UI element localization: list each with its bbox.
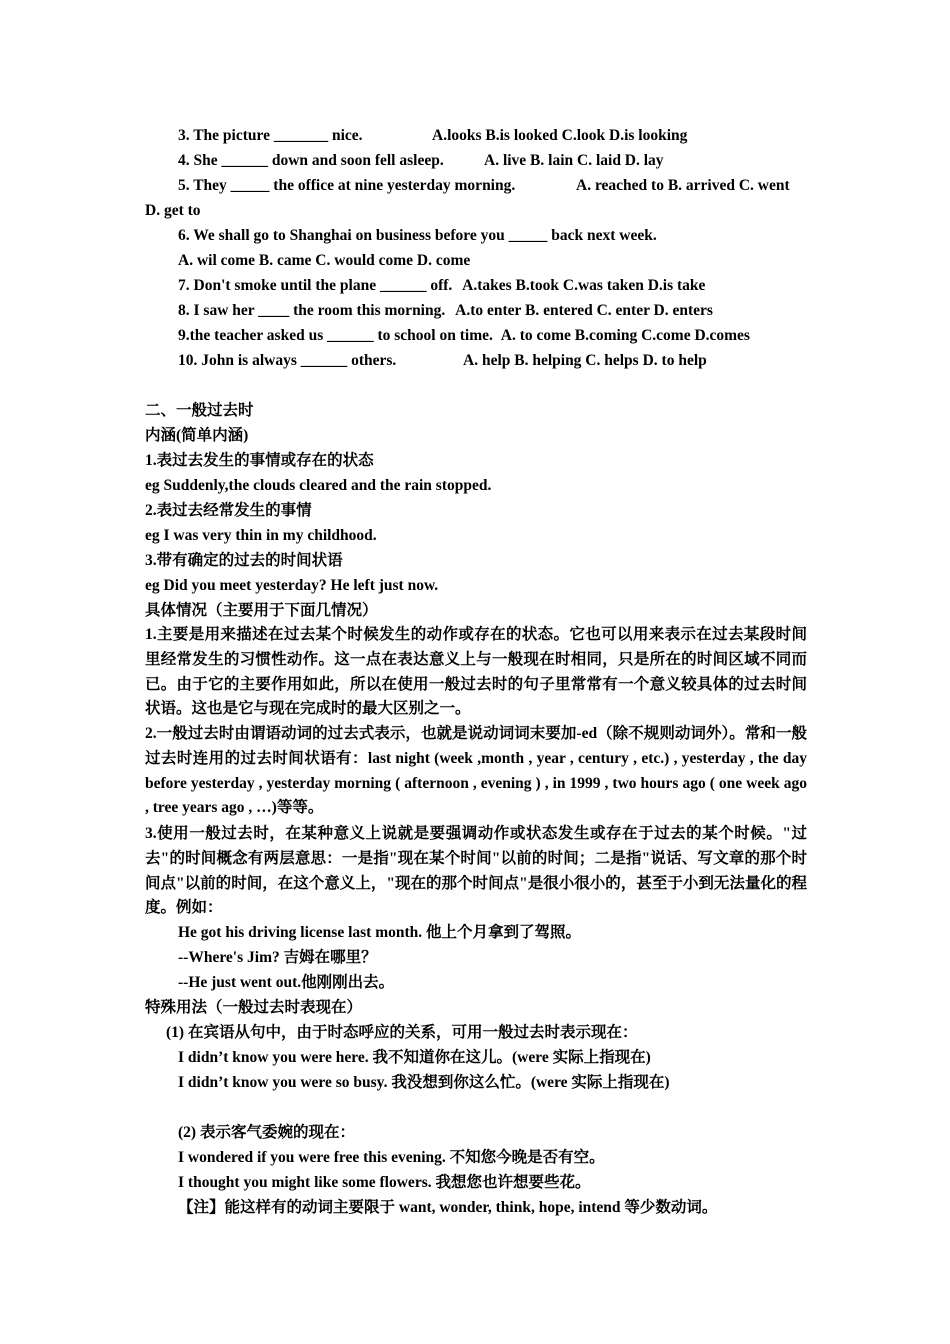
paragraph-3: 3.使用一般过去时，在某种意义上说就是要强调动作或状态发生或存在于过去的某个时候。"过去"的时间概念有两层意思：一是指"现在某个时间"以前的时间；二是指"说话、写文章的那个时间点"以前的时间，在这个意义上，"现在的那个时间点"是很小很小的，甚至于小到无法量化的程度。例如： [145,825,807,917]
exercise-5-continued: D. get to [145,202,201,219]
exercise-8 [178,301,713,321]
special-example-2a: I wondered if you were free this evening. 不知您今晚是否有空。 [178,1149,605,1166]
answer-options: A. to come B.coming C.come D.comes [500,327,750,344]
exercise-7 [178,276,705,296]
example-2: eg I was very thin in my childhood. [145,527,377,544]
exercise-4 [178,151,664,171]
answer-options: A.takes B.took C.was taken D.is take [462,277,706,294]
exercise-9 [178,326,750,346]
exercise-3 [178,126,688,146]
example-went-out: --He just went out.他刚刚出去。 [178,974,395,991]
paragraph-2: 2.一般过去时由谓语动词的过去式表示，也就是说动词词末要加-ed（除不规则动词外）。常和一般过去时连用的过去时间状语有：last night (week ,month , year , century , etc.) , yesterday , the day before yesterday , yesterday morning ( afternoon , evening ) , in 1999 , two hours ago ( one week ago , tree years ago , …)等等。 [145,725,807,817]
example-3: eg Did you meet yesterday? He left just now. [145,577,439,594]
meaning-2: 2.表过去经常发生的事情 [145,502,312,519]
example-where-jim: --Where's Jim? 吉姆在哪里？ [178,949,377,966]
question-text: 4. She ______ down and soon fell asleep. [178,152,444,169]
exercise-6-options: A. wil come B. came C. would come D. come [178,252,471,269]
exercise-5 [178,176,790,196]
section-heading: 二、一般过去时 [145,402,254,419]
answer-options: A. reached to B. arrived C. went [576,177,790,194]
question-text: 10. John is always ______ others. [178,352,397,369]
special-usage-1: (1) 在宾语从句中，由于时态呼应的关系，可用一般过去时表示现在： [166,1024,638,1041]
meaning-1: 1.表过去发生的事情或存在的状态 [145,452,374,469]
specific-heading: 具体情况（主要用于下面几情况） [145,602,378,619]
paragraph-1: 1.主要是用来描述在过去某个时候发生的动作或存在的状态。它也可以用来表示在过去某段时间里经常发生的习惯性动作。这一点在表达意义上与一般现在时相同，只是所在的时间区域不同而已。由于它的主要作用如此，所以在使用一般过去时的句子里常常有一个意义较具体的过去时间状语。这也是它与现在完成时的最大区别之一。 [145,626,807,718]
question-text: 5. They _____ the office at nine yesterday morning. [178,177,516,194]
answer-options: A. live B. lain C. laid D. lay [484,152,664,169]
answer-options: A. help B. helping C. helps D. to help [463,352,707,369]
special-example-1a: I didn’t know you were here. 我不知道你在这儿。(were 实际上指现在) [178,1049,651,1066]
question-text: 7. Don't smoke until the plane ______ off. [178,277,453,294]
special-usage-heading: 特殊用法（一般过去时表现在） [145,999,363,1016]
special-example-2b: I thought you might like some flowers. 我想您也许想要些花。 [178,1174,591,1191]
example-1: eg Suddenly,the clouds cleared and the rain stopped. [145,477,492,494]
special-example-1b: I didn’t know you were so busy. 我没想到你这么忙。(were 实际上指现在) [178,1074,670,1091]
neihan-heading: 内涵(简单内涵) [145,427,249,444]
answer-options: A.looks B.is looked C.look D.is looking [432,127,688,144]
note: 【注】能这样有的动词主要限于 want, wonder, think, hope, intend 等少数动词。 [178,1199,718,1216]
exercise-10 [178,351,707,371]
question-text: 8. I saw her ____ the room this morning. [178,302,446,319]
meaning-3: 3.带有确定的过去的时间状语 [145,552,343,569]
question-text: 9.the teacher asked us ______ to school on time. [178,327,493,344]
example-license: He got his driving license last month. 他上个月拿到了驾照。 [178,924,582,941]
special-usage-2: (2) 表示客气委婉的现在： [178,1124,355,1141]
answer-options: A.to enter B. entered C. enter D. enters [455,302,713,319]
question-text: 3. The picture _______ nice. [178,127,363,144]
exercise-6: 6. We shall go to Shanghai on business before you _____ back next week. [178,227,657,244]
